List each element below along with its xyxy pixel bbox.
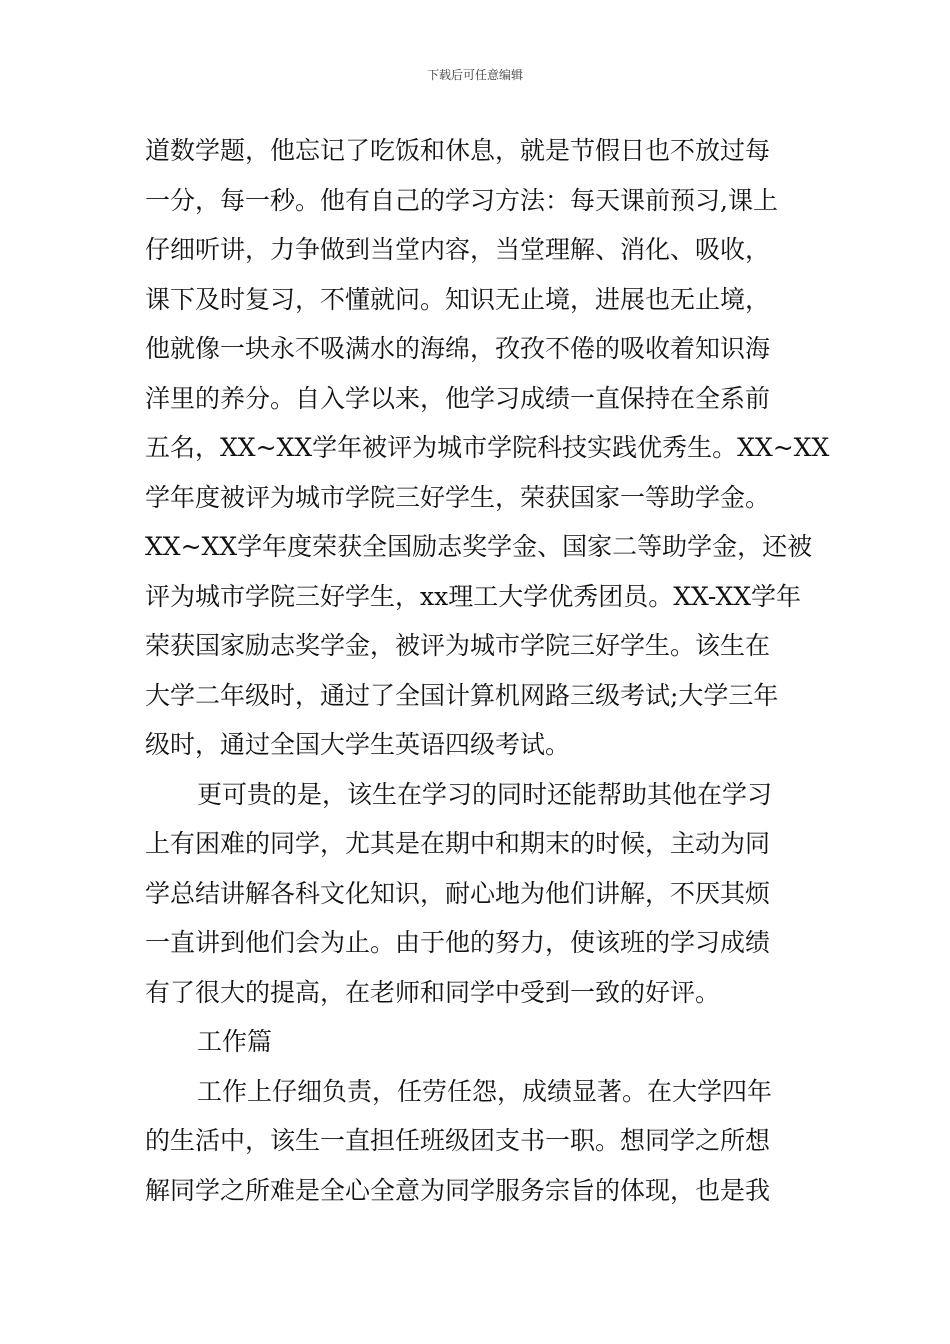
- text-line: 级时，通过全国大学生英语四级考试。: [145, 730, 571, 759]
- text-line: 有了很大的提高，在老师和同学中受到一致的好评。: [145, 977, 721, 1007]
- text-line: 洋里的养分。自入学以来，他学习成绩一直保持在全系前: [145, 383, 771, 413]
- text-line: 一直讲到他们会为止。由于他的努力，使该班的学习成绩: [145, 928, 771, 957]
- page-header: 下载后可任意编辑: [426, 68, 523, 82]
- text-line: 学年度被评为城市学院三好学生，荣获国家一等助学金。: [145, 482, 771, 512]
- text-line: 课下及时复习，不懂就问。知识无止境，进展也无止境，: [145, 284, 771, 314]
- text-line: 大学二年级时，通过了全国计算机网路三级考试;大学三年: [145, 680, 779, 710]
- text-line: 他就像一块永不吸满水的海绵，孜孜不倦的吸收着知识海: [145, 334, 771, 363]
- document-body: [145, 126, 830, 1215]
- text-line: 荣获国家励志奖学金，被评为城市学院三好学生。该生在: [145, 631, 771, 660]
- text-line: 解同学之所难是全心全意为同学服务宗旨的体现，也是我: [145, 1175, 771, 1205]
- text-line: 道数学题，他忘记了吃饭和休息，就是节假日也不放过每: [145, 136, 771, 165]
- text-line: 上有困难的同学，尤其是在期中和期末的时候，主动为同: [145, 829, 771, 858]
- text-line: 工作篇: [197, 1027, 273, 1056]
- text-line: 的生活中，该生一直担任班级团支书一职。想同学之所想: [145, 1126, 771, 1155]
- text-line: XX~XX学年度荣获全国励志奖学金、国家二等助学金，还被: [145, 532, 813, 561]
- text-line: 五名，XX~XX学年被评为城市学院科技实践优秀生。XX~XX: [145, 433, 830, 462]
- text-line: 仔细听讲，力争做到当堂内容，当堂理解、消化、吸收，: [145, 235, 771, 264]
- text-line: 更可贵的是，该生在学习的同时还能帮助其他在学习: [197, 779, 773, 809]
- text-line: 评为城市学院三好学生，xx理工大学优秀团员。XX-XX学年: [145, 581, 802, 611]
- text-line: 一分，每一秒。他有自己的学习方法：每天课前预习,课上: [145, 185, 778, 215]
- text-line: 学总结讲解各科文化知识，耐心地为他们讲解，不厌其烦: [145, 878, 771, 908]
- text-line: 工作上仔细负责，任劳任怨，成绩显著。在大学四年: [197, 1076, 773, 1106]
